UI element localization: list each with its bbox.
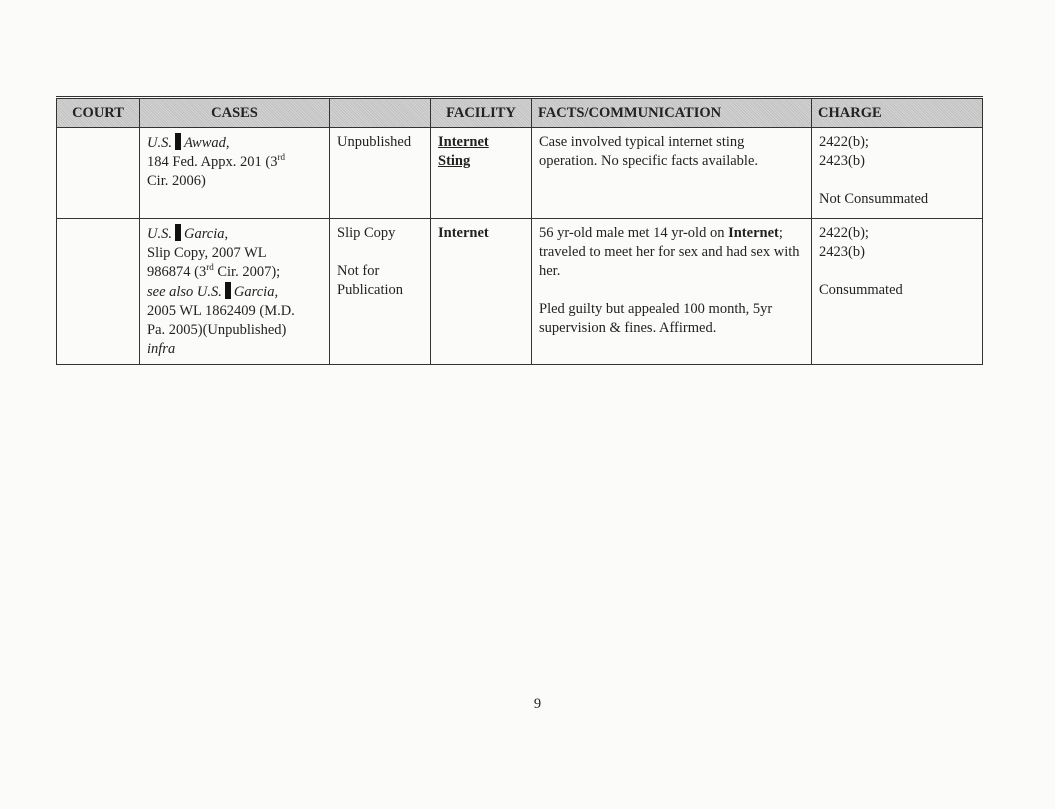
- redaction-bar: [225, 282, 231, 299]
- citation-line: 2005 WL 1862409 (M.D.: [147, 303, 295, 319]
- court-cell: [57, 219, 140, 365]
- citation-line: 184 Fed. Appx. 201 (3: [147, 154, 278, 170]
- citation-line: Pa. 2005)(Unpublished): [147, 322, 287, 338]
- facility-label: Internet: [438, 225, 489, 241]
- see-also-a: see also U.S.: [147, 284, 222, 300]
- case-name-b: Awwad,: [183, 135, 230, 151]
- facility-cell: [431, 219, 532, 365]
- header-publication: [330, 98, 431, 128]
- charge-code: 2423(b): [819, 153, 865, 169]
- infra-text: infra: [147, 341, 176, 357]
- charge-cell: [812, 128, 983, 219]
- redaction-bar: [175, 224, 181, 241]
- cases-table: [56, 96, 983, 365]
- header-court: COURT: [57, 98, 140, 128]
- citation-sup: rd: [206, 262, 214, 273]
- facts-cell: [532, 128, 812, 219]
- facts-text: 56 yr-old male met 14 yr-old on: [539, 225, 725, 241]
- table-row: [57, 128, 983, 219]
- citation-line: Cir. 2006): [147, 173, 206, 189]
- charge-code: 2423(b): [819, 244, 865, 260]
- court-cell: [57, 128, 140, 219]
- citation-line: 986874 (3: [147, 264, 207, 280]
- facility-cell: [431, 128, 532, 219]
- facts-cell: [532, 219, 812, 365]
- publication-status: Not for: [337, 263, 380, 279]
- charge-code: 2422(b);: [819, 225, 869, 241]
- charge-cell: [812, 219, 983, 365]
- facts-text: Case involved typical internet sting operation. No specific facts available.: [539, 134, 759, 169]
- page-number: 9: [533, 696, 542, 712]
- table-header-row: [57, 98, 983, 128]
- publication-cell: [330, 128, 431, 219]
- facility-label: Sting: [438, 153, 471, 169]
- facts-text: Pled guilty but appealed 100 month, 5yr supervision & fines. Affirmed.: [539, 301, 773, 336]
- publication-cell: [330, 219, 431, 365]
- cases-cell: [140, 128, 330, 219]
- citation-line-end: Cir. 2007);: [213, 264, 281, 280]
- facility-label: Internet: [438, 134, 489, 150]
- publication-status: Unpublished: [337, 134, 412, 150]
- facts-keyword: Internet: [728, 225, 779, 241]
- publication-status: Slip Copy: [337, 225, 396, 241]
- header-facts: FACTS/COMMUNICATION: [532, 98, 812, 128]
- charge-code: 2422(b);: [819, 134, 869, 150]
- cases-cell: [140, 219, 330, 365]
- header-cases: CASES: [140, 98, 330, 128]
- table-row: [57, 219, 983, 365]
- header-facility: FACILITY: [431, 98, 532, 128]
- case-name-b: Garcia,: [183, 226, 229, 242]
- facts-text: ; traveled to meet her for sex and had sex with her.: [539, 225, 800, 279]
- case-name-a: U.S.: [147, 226, 172, 242]
- charge-status: Not Consummated: [819, 191, 929, 207]
- case-name-a: U.S.: [147, 135, 172, 151]
- charge-status: Consummated: [819, 282, 903, 298]
- citation-line: Slip Copy, 2007 WL: [147, 245, 267, 261]
- see-also-b: Garcia,: [233, 284, 279, 300]
- publication-status: Publication: [337, 282, 404, 298]
- redaction-bar: [175, 133, 181, 150]
- header-charge: CHARGE: [812, 98, 983, 128]
- citation-sup: rd: [277, 152, 285, 163]
